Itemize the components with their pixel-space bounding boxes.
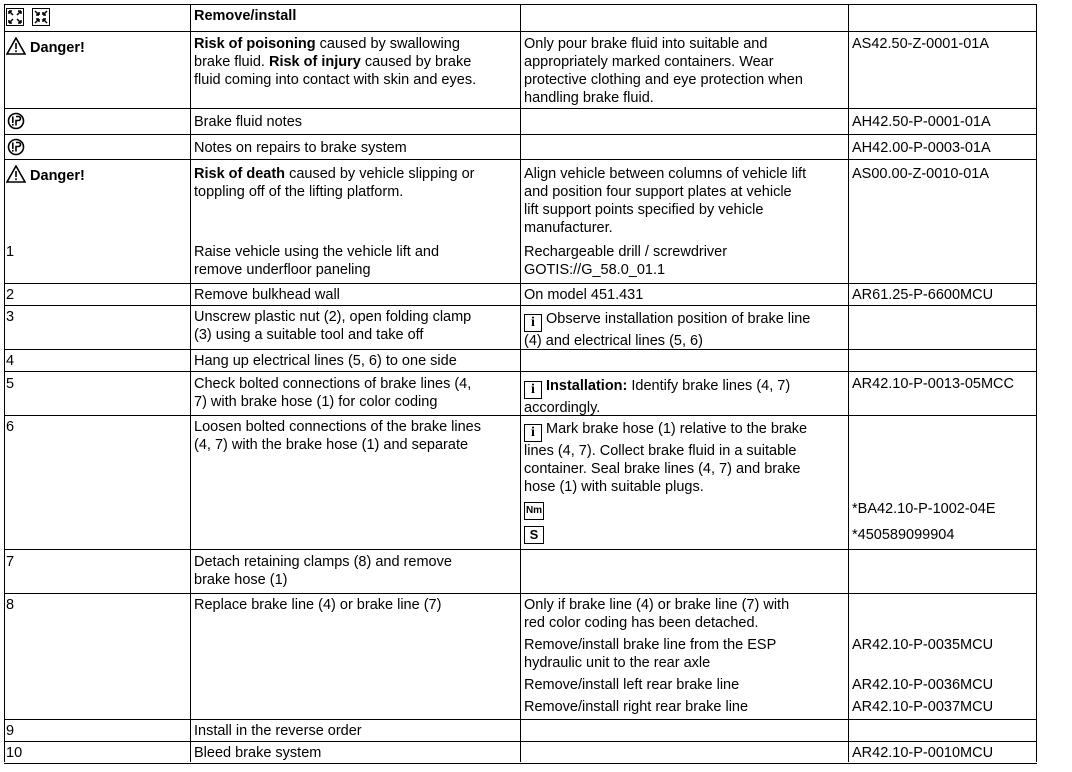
risk-bold: Risk of poisoning: [194, 36, 316, 52]
note-line: Remove/install brake line from the ESP: [524, 637, 777, 653]
doc-ref-link[interactable]: AH42.00-P-0003-01A: [852, 140, 991, 156]
row-divider: [4, 108, 1037, 109]
doc-ref-link[interactable]: AR42.10-P-0035MCU: [852, 637, 994, 653]
step-line: Check bolted connections of brake lines (4,: [194, 376, 472, 392]
step-text: [194, 553, 452, 589]
row-divider: [4, 134, 1037, 135]
measure-line: Only pour brake fluid into suitable and: [524, 36, 768, 52]
collapse-icon: [32, 8, 50, 26]
step-text: Remove bulkhead wall: [194, 287, 340, 303]
row-divider: [4, 719, 1037, 720]
info-icon: i: [524, 314, 542, 332]
note-text: [524, 596, 789, 632]
note-line: (4) and electrical lines (5, 6): [524, 333, 703, 349]
step-text: [194, 375, 471, 411]
tool-line: Rechargeable drill / screwdriver: [524, 244, 728, 260]
step-number: 1: [6, 244, 15, 260]
info-icon: i: [524, 381, 542, 399]
warning-triangle-icon: [6, 37, 26, 55]
note-text: [524, 420, 807, 496]
note-line: lines (4, 7). Collect brake fluid in a suitable: [524, 443, 797, 459]
note-bold: Installation:: [546, 378, 628, 394]
step-line: Loosen bolted connections of the brake lines: [194, 419, 481, 435]
note-line: hose (1) with suitable plugs.: [524, 479, 704, 495]
step-text: [194, 418, 481, 454]
measure-text: [524, 165, 806, 237]
step-text: [194, 243, 439, 279]
risk-bold: Risk of injury: [268, 54, 361, 70]
row-divider: [4, 593, 1037, 594]
grid-line: [520, 4, 521, 762]
step-text: [194, 308, 471, 344]
doc-ref-link[interactable]: AH42.50-P-0001-01A: [852, 114, 991, 130]
step-text: Bleed brake system: [194, 745, 322, 761]
note-text: On model 451.431: [524, 287, 644, 303]
table-title: Remove/install: [194, 8, 297, 24]
measure-line: protective clothing and eye protection when: [524, 72, 803, 88]
row-divider: [4, 549, 1037, 550]
doc-ref-link[interactable]: AS00.00-Z-0010-01A: [852, 166, 990, 182]
note-line: hydraulic unit to the rear axle: [524, 655, 711, 671]
risk-line: toppling off of the lifting platform.: [194, 184, 404, 200]
grid-line: [1036, 4, 1037, 762]
danger-label: [6, 165, 85, 185]
step-text: Install in the reverse order: [194, 723, 362, 739]
step-number: 2: [6, 287, 15, 303]
torque-icon: Nm: [524, 502, 544, 520]
row-divider: [4, 4, 1037, 5]
measure-line: appropriately marked containers. Wear: [524, 54, 774, 70]
step-number: 6: [6, 419, 15, 435]
doc-ref-link[interactable]: AR42.10-P-0013-05MCC: [852, 376, 1014, 392]
step-number: 5: [6, 376, 15, 392]
doc-ref-link[interactable]: AR61.25-P-6600MCU: [852, 287, 994, 303]
note-text: [524, 310, 810, 350]
attention-circle-icon: [6, 138, 26, 156]
step-line: Detach retaining clamps (8) and remove: [194, 554, 452, 570]
step-number: 8: [6, 597, 15, 613]
step-line: Raise vehicle using the vehicle lift and: [194, 244, 440, 260]
row-divider: [4, 31, 1037, 32]
tool-icon-cell: [524, 526, 544, 544]
sub-procedure-link[interactable]: Remove/install right rear brake line: [524, 699, 749, 715]
note-line: Identify brake lines (4, 7): [627, 378, 791, 394]
header-icons: [6, 8, 50, 26]
notes-icon: [6, 112, 26, 135]
doc-ref-link[interactable]: AR42.10-P-0010MCU: [852, 745, 994, 761]
risk-rest: caused by swallowing: [315, 36, 460, 52]
row-divider: [4, 159, 1037, 160]
step-line: 7) with brake hose (1) for color coding: [194, 394, 438, 410]
sub-procedure-link[interactable]: [524, 636, 776, 672]
grid-line: [848, 4, 849, 762]
tool-link[interactable]: GOTIS://G_58.0_01.1: [524, 262, 666, 278]
sub-procedure-link[interactable]: Remove/install left rear brake line: [524, 677, 740, 693]
note-line: container. Seal brake lines (4, 7) and brake: [524, 461, 801, 477]
note-line: Observe installation position of brake line: [546, 311, 811, 327]
step-line: remove underfloor paneling: [194, 262, 371, 278]
tool-ref-link[interactable]: *450589099904: [852, 527, 955, 543]
danger-text: Danger!: [30, 168, 85, 184]
row-divider: [4, 415, 1037, 416]
step-number: 3: [6, 309, 15, 325]
notes-text: Brake fluid notes: [194, 114, 303, 130]
notes-icon: [6, 138, 26, 161]
step-text: Hang up electrical lines (5, 6) to one side: [194, 353, 457, 369]
row-divider: [4, 371, 1037, 372]
measure-line: handling brake fluid.: [524, 90, 654, 106]
step-line: (3) using a suitable tool and take off: [194, 327, 424, 343]
step-line: Unscrew plastic nut (2), open folding clamp: [194, 309, 472, 325]
warning-triangle-icon: [6, 165, 26, 183]
danger-text: Danger!: [30, 40, 85, 56]
note-line: accordingly.: [524, 400, 601, 416]
measure-text: [524, 35, 803, 107]
step-text: Replace brake line (4) or brake line (7): [194, 597, 442, 613]
step-line: (4, 7) with the brake hose (1) and separate: [194, 437, 469, 453]
tool-text: [524, 243, 727, 279]
risk-bold: Risk of death: [194, 166, 286, 182]
step-number: 9: [6, 723, 15, 739]
row-divider: [4, 349, 1037, 350]
measure-line: and position four support plates at vehicle: [524, 184, 792, 200]
measure-line: lift support points specified by vehicle: [524, 202, 764, 218]
doc-ref-link[interactable]: AS42.50-Z-0001-01A: [852, 36, 990, 52]
risk-line: brake fluid.: [194, 54, 265, 70]
doc-ref-link[interactable]: *BA42.10-P-1002-04E: [852, 501, 996, 517]
measure-line: manufacturer.: [524, 220, 613, 236]
grid-line: [190, 4, 191, 762]
risk-text: [194, 35, 476, 89]
doc-ref-link[interactable]: AR42.10-P-0037MCU: [852, 699, 994, 715]
note-line: Mark brake hose (1) relative to the brake: [546, 421, 808, 437]
risk-line: fluid coming into contact with skin and eyes.: [194, 72, 477, 88]
risk-rest: caused by vehicle slipping or: [285, 166, 475, 182]
risk-line: caused by brake: [360, 54, 472, 70]
measure-line: Align vehicle between columns of vehicle lift: [524, 166, 807, 182]
special-tool-icon: S: [524, 526, 544, 544]
risk-text: [194, 165, 474, 201]
expand-icon: [6, 8, 24, 26]
row-divider: [4, 283, 1037, 284]
step-line: brake hose (1): [194, 572, 288, 588]
note-line: red color coding has been detached.: [524, 615, 759, 631]
step-number: 4: [6, 353, 15, 369]
row-divider: [4, 305, 1037, 306]
attention-circle-icon: [6, 112, 26, 130]
grid-line: [4, 4, 5, 762]
note-line: Only if brake line (4) or brake line (7) with: [524, 597, 790, 613]
doc-ref-link[interactable]: AR42.10-P-0036MCU: [852, 677, 994, 693]
step-number: 10: [6, 745, 23, 761]
torque-icon-cell: [524, 500, 544, 520]
danger-label: [6, 37, 85, 57]
note-text: [524, 377, 790, 417]
info-icon: i: [524, 424, 542, 442]
step-number: 7: [6, 554, 15, 570]
notes-text: Notes on repairs to brake system: [194, 140, 407, 156]
